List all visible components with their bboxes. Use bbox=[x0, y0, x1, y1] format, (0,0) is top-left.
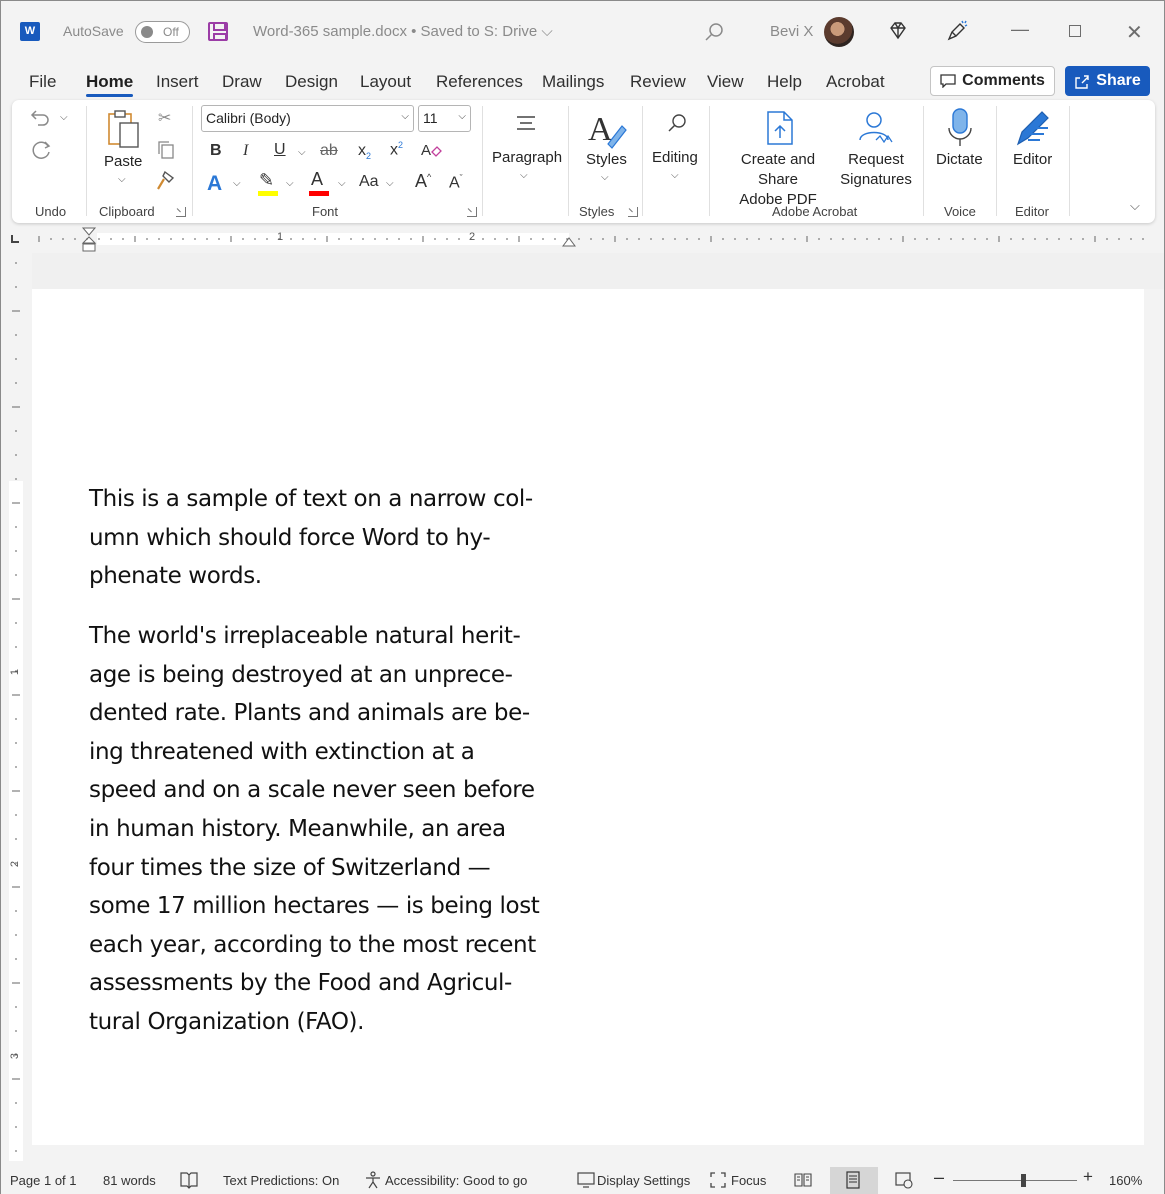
tab-review[interactable]: Review bbox=[630, 72, 686, 91]
zoom-in-icon[interactable]: + bbox=[1083, 1167, 1093, 1186]
page-gutter bbox=[32, 253, 1164, 289]
ruler-number: 2 bbox=[469, 231, 476, 243]
paragraph[interactable]: The world's irreplaceable natural herit- age is being destroyed at an unprece- dented rate. Plants and animals are be- ing threatened with extinction at a speed and on a scale never seen before in human history. Meanwhile, an area four times the size of Switzerland — some 17 million hectares — is being lost each year, according to the most recent assessments by the Food and Agricul- tural Organization (FAO). bbox=[89, 623, 540, 1035]
underline-icon[interactable]: U bbox=[274, 141, 286, 158]
separator bbox=[709, 106, 710, 216]
font-group-label: Font bbox=[312, 204, 339, 219]
comments-label: Comments bbox=[962, 72, 1045, 89]
clipboard-launcher-icon[interactable] bbox=[176, 207, 186, 217]
separator bbox=[996, 106, 997, 216]
separator bbox=[642, 106, 643, 216]
font-color-dropdown-icon[interactable]: ⌵ bbox=[338, 178, 346, 189]
title-bar bbox=[1, 1, 1164, 63]
designer-pen-icon[interactable] bbox=[945, 19, 969, 43]
word-count[interactable]: 81 words bbox=[103, 1173, 156, 1188]
editing-dropdown-icon[interactable]: ⌵ bbox=[671, 170, 679, 181]
text-effects-dropdown-icon[interactable]: ⌵ bbox=[233, 178, 241, 189]
paragraph-dropdown-icon[interactable]: ⌵ bbox=[520, 170, 528, 181]
vertical-ruler-ticks bbox=[9, 253, 23, 1165]
document-page[interactable] bbox=[32, 289, 1144, 1145]
web-layout-icon[interactable] bbox=[894, 1171, 914, 1189]
page-count[interactable]: Page 1 of 1 bbox=[10, 1173, 77, 1188]
vruler-number: 3 bbox=[9, 1052, 22, 1060]
clipboard-group-label: Clipboard bbox=[99, 204, 155, 219]
create-pdf-icon[interactable] bbox=[764, 110, 800, 148]
close-icon[interactable]: ✕ bbox=[1126, 22, 1143, 44]
undo-group-label: Undo bbox=[35, 204, 67, 219]
read-mode-icon[interactable] bbox=[793, 1171, 813, 1189]
underline-dropdown-icon[interactable]: ⌵ bbox=[298, 147, 306, 158]
paste-dropdown-icon[interactable]: ⌵ bbox=[118, 174, 126, 185]
tab-file[interactable]: File bbox=[29, 72, 57, 91]
request-signatures-label[interactable]: Request Signatures bbox=[840, 151, 912, 188]
user-name[interactable]: Bevi X bbox=[770, 23, 814, 40]
font-color-icon[interactable]: A bbox=[311, 169, 324, 189]
focus-button[interactable]: Focus bbox=[731, 1173, 767, 1188]
text-predictions-status[interactable]: Text Predictions: On bbox=[223, 1173, 340, 1188]
paragraph[interactable]: This is a sample of text on a narrow col- umn which should force Word to hy- phenate words. bbox=[89, 486, 533, 590]
microphone-icon[interactable] bbox=[946, 108, 974, 148]
redo-icon[interactable] bbox=[30, 138, 52, 160]
separator bbox=[1069, 106, 1070, 216]
tab-mailings[interactable]: Mailings bbox=[542, 72, 605, 91]
text-effects-icon[interactable]: A bbox=[207, 172, 223, 195]
editing-label[interactable]: Editing bbox=[652, 149, 698, 166]
font-size-combo[interactable] bbox=[418, 105, 471, 132]
save-icon[interactable] bbox=[208, 22, 228, 41]
print-layout-icon[interactable] bbox=[844, 1171, 862, 1189]
highlight-icon[interactable]: ✎ bbox=[259, 170, 275, 190]
tab-view[interactable]: View bbox=[707, 72, 744, 91]
clear-formatting-icon[interactable] bbox=[420, 140, 442, 162]
styles-launcher-icon[interactable] bbox=[628, 207, 638, 217]
undo-icon[interactable] bbox=[30, 107, 52, 127]
styles-group-label: Styles bbox=[579, 204, 615, 219]
copy-icon[interactable] bbox=[156, 140, 176, 160]
display-settings-button[interactable]: Display Settings bbox=[597, 1173, 691, 1188]
tab-design[interactable]: Design bbox=[285, 72, 338, 91]
bold-icon[interactable]: B bbox=[210, 142, 222, 159]
chevron-down-icon: ⌵ bbox=[401, 111, 409, 122]
paste-icon[interactable] bbox=[106, 108, 142, 150]
search-icon[interactable] bbox=[703, 21, 725, 43]
tab-help[interactable]: Help bbox=[767, 72, 802, 91]
format-painter-icon[interactable] bbox=[155, 170, 177, 192]
grow-font-icon[interactable]: A^ bbox=[415, 171, 432, 191]
dictate-label[interactable]: Dictate bbox=[936, 151, 983, 168]
separator bbox=[482, 106, 483, 216]
tab-layout[interactable]: Layout bbox=[360, 72, 412, 91]
share-button[interactable] bbox=[1065, 66, 1150, 96]
zoom-out-icon[interactable]: – bbox=[934, 1167, 945, 1187]
word-logo-icon: W bbox=[20, 22, 40, 41]
tab-insert[interactable]: Insert bbox=[156, 72, 199, 91]
document-title[interactable]: Word-365 sample.docx • Saved to S: Drive ⌵ bbox=[253, 23, 553, 40]
ruler-number: 1 bbox=[277, 231, 284, 243]
editor-group-label: Editor bbox=[1015, 204, 1049, 219]
toggle-knob bbox=[141, 26, 153, 38]
comments-button[interactable] bbox=[930, 66, 1055, 96]
editing-search-icon[interactable] bbox=[666, 112, 690, 136]
font-name-value: Calibri (Body) bbox=[206, 110, 291, 126]
share-label: Share bbox=[1096, 72, 1141, 89]
autosave-label: AutoSave bbox=[63, 23, 124, 39]
separator bbox=[923, 106, 924, 216]
autosave-toggle[interactable] bbox=[135, 21, 190, 43]
tab-references[interactable]: References bbox=[436, 72, 523, 91]
styles-dropdown-icon[interactable]: ⌵ bbox=[601, 172, 609, 183]
font-color-swatch bbox=[309, 191, 329, 196]
tab-acrobat[interactable]: Acrobat bbox=[826, 72, 885, 91]
paragraph-icon[interactable] bbox=[514, 114, 538, 134]
minimize-icon[interactable]: — bbox=[1011, 19, 1029, 39]
separator bbox=[86, 106, 87, 216]
diamond-icon[interactable] bbox=[887, 21, 909, 41]
change-case-dropdown-icon[interactable]: ⌵ bbox=[386, 178, 394, 189]
paste-label[interactable]: Paste bbox=[104, 153, 143, 170]
separator bbox=[568, 106, 569, 216]
undo-dropdown-icon[interactable]: ⌵ bbox=[60, 112, 68, 123]
accessibility-icon[interactable] bbox=[364, 1171, 384, 1189]
shrink-font-icon[interactable]: $A^ˇ$ bbox=[449, 173, 463, 192]
cut-icon[interactable]: ✂ bbox=[158, 110, 172, 127]
editor-label[interactable]: Editor bbox=[1013, 151, 1053, 168]
vruler-number: 2 bbox=[9, 860, 22, 868]
active-tab-indicator bbox=[86, 94, 133, 97]
paragraph-label[interactable]: Paragraph bbox=[492, 149, 563, 166]
autosave-state: Off bbox=[163, 25, 179, 39]
acrobat-group-label: Adobe Acrobat bbox=[772, 204, 858, 219]
ribbon-collapse-icon[interactable]: ⌵ bbox=[1130, 198, 1140, 213]
subscript-icon[interactable]: $x_2$ bbox=[358, 142, 372, 162]
separator bbox=[192, 106, 193, 216]
tab-home[interactable]: Home bbox=[86, 72, 134, 91]
avatar[interactable] bbox=[824, 17, 854, 47]
chevron-down-icon: ⌵ bbox=[458, 111, 466, 122]
font-size-value: 11 bbox=[423, 110, 438, 126]
zoom-slider-track[interactable] bbox=[953, 1180, 1077, 1181]
svg-text:A: A bbox=[588, 111, 613, 148]
font-name-combo[interactable] bbox=[201, 105, 414, 132]
proofing-book-icon[interactable] bbox=[179, 1171, 199, 1189]
font-launcher-icon[interactable] bbox=[467, 207, 477, 217]
highlight-dropdown-icon[interactable]: ⌵ bbox=[286, 178, 294, 189]
strikethrough-icon[interactable]: ab bbox=[320, 142, 338, 159]
request-signatures-icon[interactable] bbox=[854, 110, 900, 146]
ribbon bbox=[12, 100, 1155, 223]
zoom-slider-thumb[interactable] bbox=[1021, 1174, 1026, 1187]
share-icon bbox=[1074, 74, 1090, 89]
ribbon-tabs bbox=[1, 63, 1164, 99]
create-share-pdf-label[interactable]: Create and Share Adobe PDF bbox=[739, 151, 817, 208]
styles-label[interactable]: Styles bbox=[586, 151, 627, 168]
vruler-number: 1 bbox=[9, 668, 22, 676]
maximize-icon[interactable] bbox=[1069, 25, 1081, 37]
display-settings-icon[interactable] bbox=[576, 1171, 596, 1189]
voice-group-label: Voice bbox=[944, 204, 976, 219]
editor-icon[interactable] bbox=[1012, 108, 1052, 148]
tab-selector-icon[interactable] bbox=[11, 235, 19, 243]
ruler-ticks bbox=[31, 233, 1151, 245]
tab-draw[interactable]: Draw bbox=[222, 72, 262, 91]
focus-icon[interactable] bbox=[709, 1171, 727, 1189]
italic-icon[interactable]: I bbox=[243, 142, 249, 159]
zoom-level[interactable]: 160% bbox=[1109, 1173, 1143, 1188]
svg-text:A: A bbox=[421, 142, 432, 159]
accessibility-status[interactable]: Accessibility: Good to go bbox=[385, 1173, 528, 1188]
change-case-icon[interactable]: Aa bbox=[359, 173, 379, 190]
comment-icon bbox=[940, 74, 956, 88]
highlight-color-swatch bbox=[258, 191, 278, 196]
styles-icon[interactable] bbox=[586, 108, 628, 150]
superscript-icon[interactable]: $x^2$ bbox=[390, 140, 404, 159]
